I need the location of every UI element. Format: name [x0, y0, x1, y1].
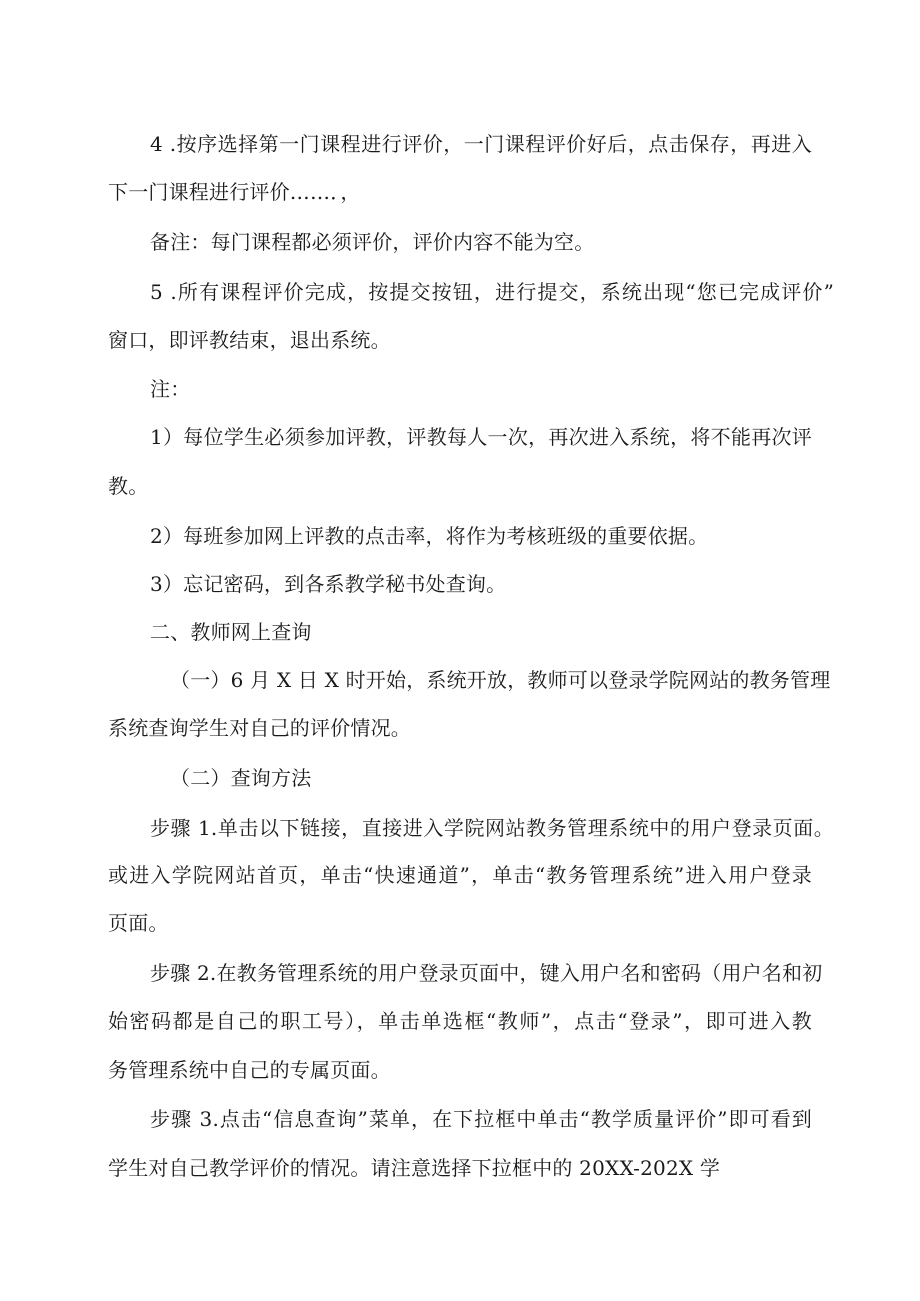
- note-item-1-line2: 教。: [108, 474, 149, 498]
- subsection-1-line2: 系统查询学生对自己的评价情况。: [108, 716, 411, 740]
- step1-line2: 或进入学院网站首页，单击“快速通道”，单击“教务管理系统”进入用户登录: [108, 863, 812, 887]
- subsection-1-line1: （一）6 月 X 日 X 时开始，系统开放，教师可以登录学院网站的教务管理: [170, 668, 831, 692]
- note-item-3: 3）忘记密码，到各系教学秘书处查询。: [150, 572, 507, 596]
- note-item-1-line1: 1）每位学生必须参加评教，评教每人一次，再次进入系统，将不能再次评: [150, 425, 812, 449]
- paragraph-step5-line2: 窗口，即评教结束，退出系统。: [108, 328, 391, 352]
- paragraph-step5-line1: 5 .所有课程评价完成，按提交按钮，进行提交，系统出现“您已完成评价”: [150, 280, 834, 304]
- step2-line3: 务管理系统中自己的专属页面。: [108, 1058, 391, 1082]
- step1-line3: 页面。: [108, 911, 169, 935]
- note-item-2: 2）每班参加网上评教的点击率，将作为考核班级的重要依据。: [150, 524, 709, 548]
- paragraph-remark: 备注：每门课程都必须评价，评价内容不能为空。: [150, 230, 595, 254]
- paragraph-step4-line1: 4 .按序选择第一门课程进行评价，一门课程评价好后，点击保存，再进入: [150, 132, 812, 156]
- note-heading: 注：: [150, 377, 191, 401]
- paragraph-step4-line2: 下一门课程进行评价……．，: [108, 180, 361, 204]
- step1-line1: 步骤 1.单击以下链接，直接进入学院网站教务管理系统中的用户登录页面。: [150, 816, 834, 840]
- step3-line2: 学生对自己教学评价的情况。请注意选择下拉框中的 20XX-202X 学: [108, 1156, 721, 1180]
- section-heading-teacher-query: 二、教师网上查询: [150, 620, 312, 644]
- step2-line1: 步骤 2.在教务管理系统的用户登录页面中，键入用户名和密码（用户名和初: [150, 961, 823, 985]
- step3-line1: 步骤 3.点击“信息查询”菜单，在下拉框中单击“教学质量评价”即可看到: [150, 1107, 812, 1131]
- subsection-2-heading: （二）查询方法: [170, 766, 312, 790]
- step2-line2: 始密码都是自己的职工号），单击单选框“教师”，点击“登录”，即可进入教: [108, 1009, 812, 1033]
